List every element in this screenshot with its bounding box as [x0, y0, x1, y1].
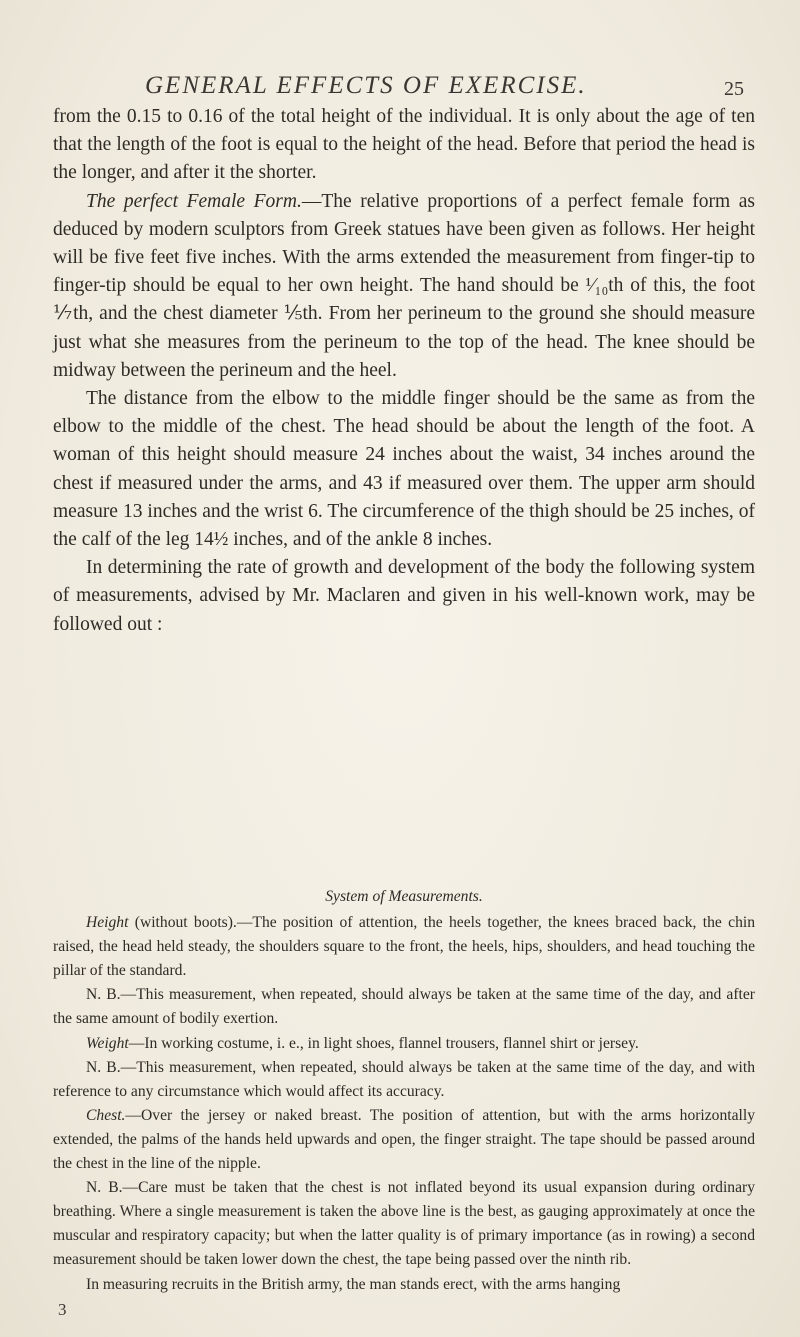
- paragraph-female-form-text: —The relative proportions of a perfect female form as deduced by modern sculptors from Greek statues have been given as follows. Her height will be five feet five inches. With the arms extended the measurement from finger-tip to finger-tip should be equal to her own height. The hand should be ¹⁄₁₀th of this, the foot ⅐th, and the chest diameter ⅕th. From her perineum to the ground she should measure just what she measures from the perineum to the top of the head. The knee should be midway between the perineum and the heel.: [53, 190, 755, 381]
- chest-lead: Chest.: [86, 1106, 126, 1124]
- running-title: GENERAL EFFECTS OF EXERCISE.: [145, 72, 587, 99]
- height-text: (without boots).—The position of attention, the heels together, the knees braced back, the chin raised, the head held steady, the shoulders square to the front, the heels, hips, shoulders, and head touching the pillar of the standard.: [53, 914, 755, 980]
- chest-text: —Over the jersey or naked breast. The position of attention, but with the arms horizontally extended, the palms of the hands held upwards and open, the finger straight. The tape should be passed around the chest in the line of the nipple.: [53, 1106, 755, 1173]
- height-note: N. B.—This measurement, when repeated, should always be taken at the same time of the day, and after the same amount of bodily exertion.: [53, 986, 755, 1028]
- system-title: System of Measurements.: [325, 888, 483, 905]
- weight-entry: [53, 1032, 755, 1056]
- height-entry: [53, 911, 755, 983]
- section-lead-female-form: The perfect Female Form.: [86, 190, 302, 212]
- paragraph-female-form: [53, 188, 755, 385]
- weight-note: N. B.—This measurement, when repeated, should always be taken at the same time of the day, and with reference to any circumstance which would affect its accuracy.: [53, 1058, 755, 1100]
- recruits-paragraph: In measuring recruits in the British army, the man stands erect, with the arms hanging: [86, 1275, 621, 1293]
- paragraph-measurements: The distance from the elbow to the middle finger should be the same as from the elbow to the middle of the chest. The head should be about the length of the foot. A woman of this height should measure 24 inches about the waist, 34 inches around the chest if measured under the arms, and 43 if measured over them. The upper arm should measure 13 inches and the wrist 6. The circumference of the thigh should be 25 inches, of the calf of the leg 14½ inches, and of the ankle 8 inches.: [53, 388, 755, 551]
- system-of-measurements: [53, 885, 755, 1297]
- height-lead: Height: [86, 914, 129, 932]
- main-text: [53, 103, 755, 639]
- signature-mark: 3: [58, 1300, 67, 1319]
- weight-lead: Weight: [86, 1034, 129, 1052]
- chest-note: N. B.—Care must be taken that the chest is not inflated beyond its usual expansion during ordinary breathing. Where a single measurement is taken the above line is the best, as gauging approximately at once the muscular and respiratory capacity; but when the latter quality is of primary importance (as in rowing) a second measurement should be taken lower down the chest, the tape being passed over the ninth rib.: [53, 1179, 755, 1269]
- paragraph-proportions: from the 0.15 to 0.16 of the total height of the individual. It is only about the age of ten that the length of the foot is equal to the height of the head. Before that period the head is the longer, and after it the shorter.: [53, 106, 755, 184]
- page-number: 25: [724, 78, 744, 100]
- paragraph-growth: In determining the rate of growth and development of the body the following system of measurements, advised by Mr. Maclaren and given in his well-known work, may be followed out :: [53, 557, 755, 635]
- chest-entry: [53, 1104, 755, 1176]
- weight-text: —In working costume, i. e., in light shoes, flannel trousers, flannel shirt or jersey.: [128, 1034, 639, 1052]
